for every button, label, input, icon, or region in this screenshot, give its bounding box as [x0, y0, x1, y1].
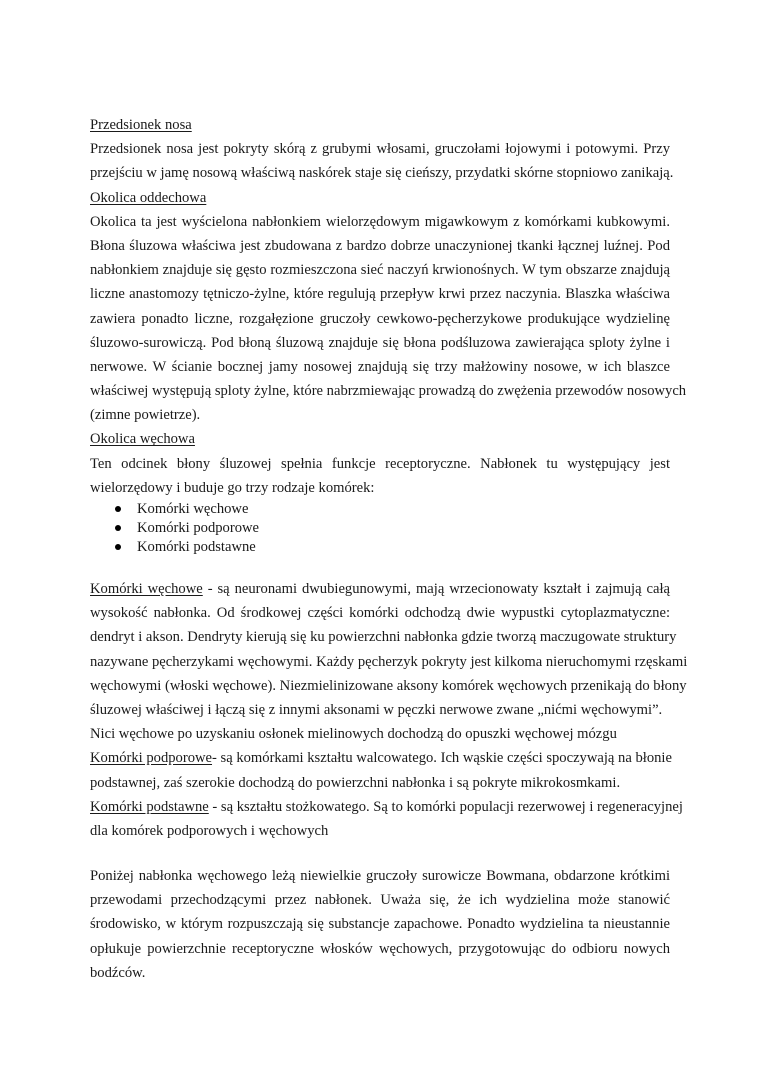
- list-item: Komórki podporowe: [90, 519, 670, 538]
- paragraph-line: nabłonkiem znajduje się gęsto rozmieszczona sieć naczyń krwionośnych. W tym obszarze znajdują: [90, 262, 670, 279]
- bullet-icon: [115, 506, 121, 512]
- paragraph-line: Okolica ta jest wyścielona nabłonkiem wielorzędowym migawkowym z komórkami kubkowymi.: [90, 213, 670, 230]
- paragraph-line: śluzowo-surowiczą. Pod błoną śluzową znajduje się błona podśluzowa zawierająca sploty żylne i: [90, 334, 670, 351]
- paragraph-line: (zimne powietrze).: [90, 407, 201, 424]
- paragraph-line: Nici węchowe po uzyskaniu osłonek mielinowych dochodzą do opuszki węchowej mózgu: [90, 726, 617, 743]
- list-item: Komórki podstawne: [90, 538, 670, 557]
- paragraph-line: wielorzędowy i buduje go trzy rodzaje komórek:: [90, 479, 375, 496]
- paragraph-line: Komórki podporowe- są komórkami kształtu walcowatego. Ich wąskie części spoczywają na błonie: [90, 750, 672, 767]
- paragraph-line: śluzowej właściwej i łączą się z innymi aksonami w pęczki nerwowe zwane „nićmi węchowymi”.: [90, 701, 663, 718]
- paragraph-line: Komórki podstawne - są kształtu stożkowatego. Są to komórki populacji rezerwowej i regeneracyjnej: [90, 798, 683, 815]
- paragraph-line: bodźców.: [90, 964, 146, 981]
- bullet-icon: [115, 544, 121, 550]
- paragraph-line: Poniżej nabłonka węchowego leżą niewielkie gruczoły surowicze Bowmana, obdarzone krótkimi: [90, 868, 670, 885]
- paragraph-line: liczne anastomozy tętniczo-żylne, które regulują przepływ krwi przez naczynia. Blaszka właściwa: [90, 286, 670, 303]
- term-komorki-podstawne: Komórki podstawne: [90, 798, 209, 815]
- term-komorki-podporowe: Komórki podporowe: [90, 750, 213, 767]
- section-heading-oddechowa: Okolica oddechowa: [90, 189, 207, 206]
- list-item: Komórki węchowe: [90, 500, 670, 519]
- paragraph-line: wysokość nabłonka. Od środkowej części komórki odchodzą dwie wypustki cytoplazmatyczne:: [90, 605, 670, 622]
- paragraph-line: dendryt i akson. Dendryty kierują się ku powierzchni nabłonka gdzie tworzą maczugowate struktury: [90, 629, 677, 646]
- paragraph-line: Przedsionek nosa jest pokryty skórą z grubymi włosami, gruczołami łojowymi i potowymi. Przy: [90, 141, 670, 158]
- paragraph-line: opłukuje powierzchnie receptoryczne włosków węchowych, przygotowując do odbioru nowych: [90, 940, 670, 957]
- paragraph-line: środowisko, w którym rozpuszczają się substancje zapachowe. Ponadto wydzielina ta nieustannie: [90, 916, 670, 933]
- paragraph-line: dla komórek podporowych i węchowych: [90, 822, 329, 839]
- paragraph-line: właściwej występują sploty żylne, które nabrzmiewając prowadzą do zwężenia przewodów nosowych: [90, 383, 687, 400]
- paragraph-line: Błona śluzowa właściwa jest zbudowana z bardzo dobrze unaczynionej tkanki łącznej luźnej. Pod: [90, 237, 670, 254]
- paragraph-line: przewodami przechodzącymi przez nabłonek. Uważa się, że ich wydzielina może stanowić: [90, 892, 670, 909]
- paragraph-line: Ten odcinek błony śluzowej spełnia funkcje receptoryczne. Nabłonek tu występujący jest: [90, 455, 670, 472]
- cell-types-list: [90, 500, 670, 557]
- paragraph-line: nerwowe. W ścianie bocznej jamy nosowej znajdują się trzy małżowiny nosowe, w ich blaszce: [90, 358, 670, 375]
- paragraph-line: podstawnej, zaś szerokie dochodzą do powierzchni nabłonka i są pokryte mikrokosmkami.: [90, 774, 621, 791]
- term-komorki-wechowe: Komórki węchowe: [90, 581, 203, 597]
- paragraph-line: przejściu w jamę nosową właściwą naskórek staje się cieńszy, przydatki skórne stopniowo zanikają.: [90, 165, 674, 182]
- document-body: [90, 113, 688, 985]
- paragraph-line: nazywane pęcherzykami węchowymi. Każdy pęcherzyk pokryty jest kilkoma nieruchomymi rzęskami: [90, 653, 688, 670]
- section-heading-wechowa: Okolica węchowa: [90, 431, 195, 448]
- spacer: [90, 557, 670, 577]
- bullet-icon: [115, 525, 121, 531]
- spacer: [90, 843, 670, 864]
- section-heading-przedsionek: Przedsionek nosa: [90, 117, 192, 133]
- paragraph-line: zawiera ponadto liczne, rozgałęzione gruczoły cewkowo-pęcherzykowe produkujące wydzielinę: [90, 310, 670, 327]
- paragraph-line: Komórki węchowe - są neuronami dwubiegunowymi, mają wrzecionowaty kształt i zajmują całą: [90, 581, 670, 597]
- paragraph-line: węchowymi (włoski węchowe). Niezmielinizowane aksony komórek węchowych przenikają do błony: [90, 677, 687, 694]
